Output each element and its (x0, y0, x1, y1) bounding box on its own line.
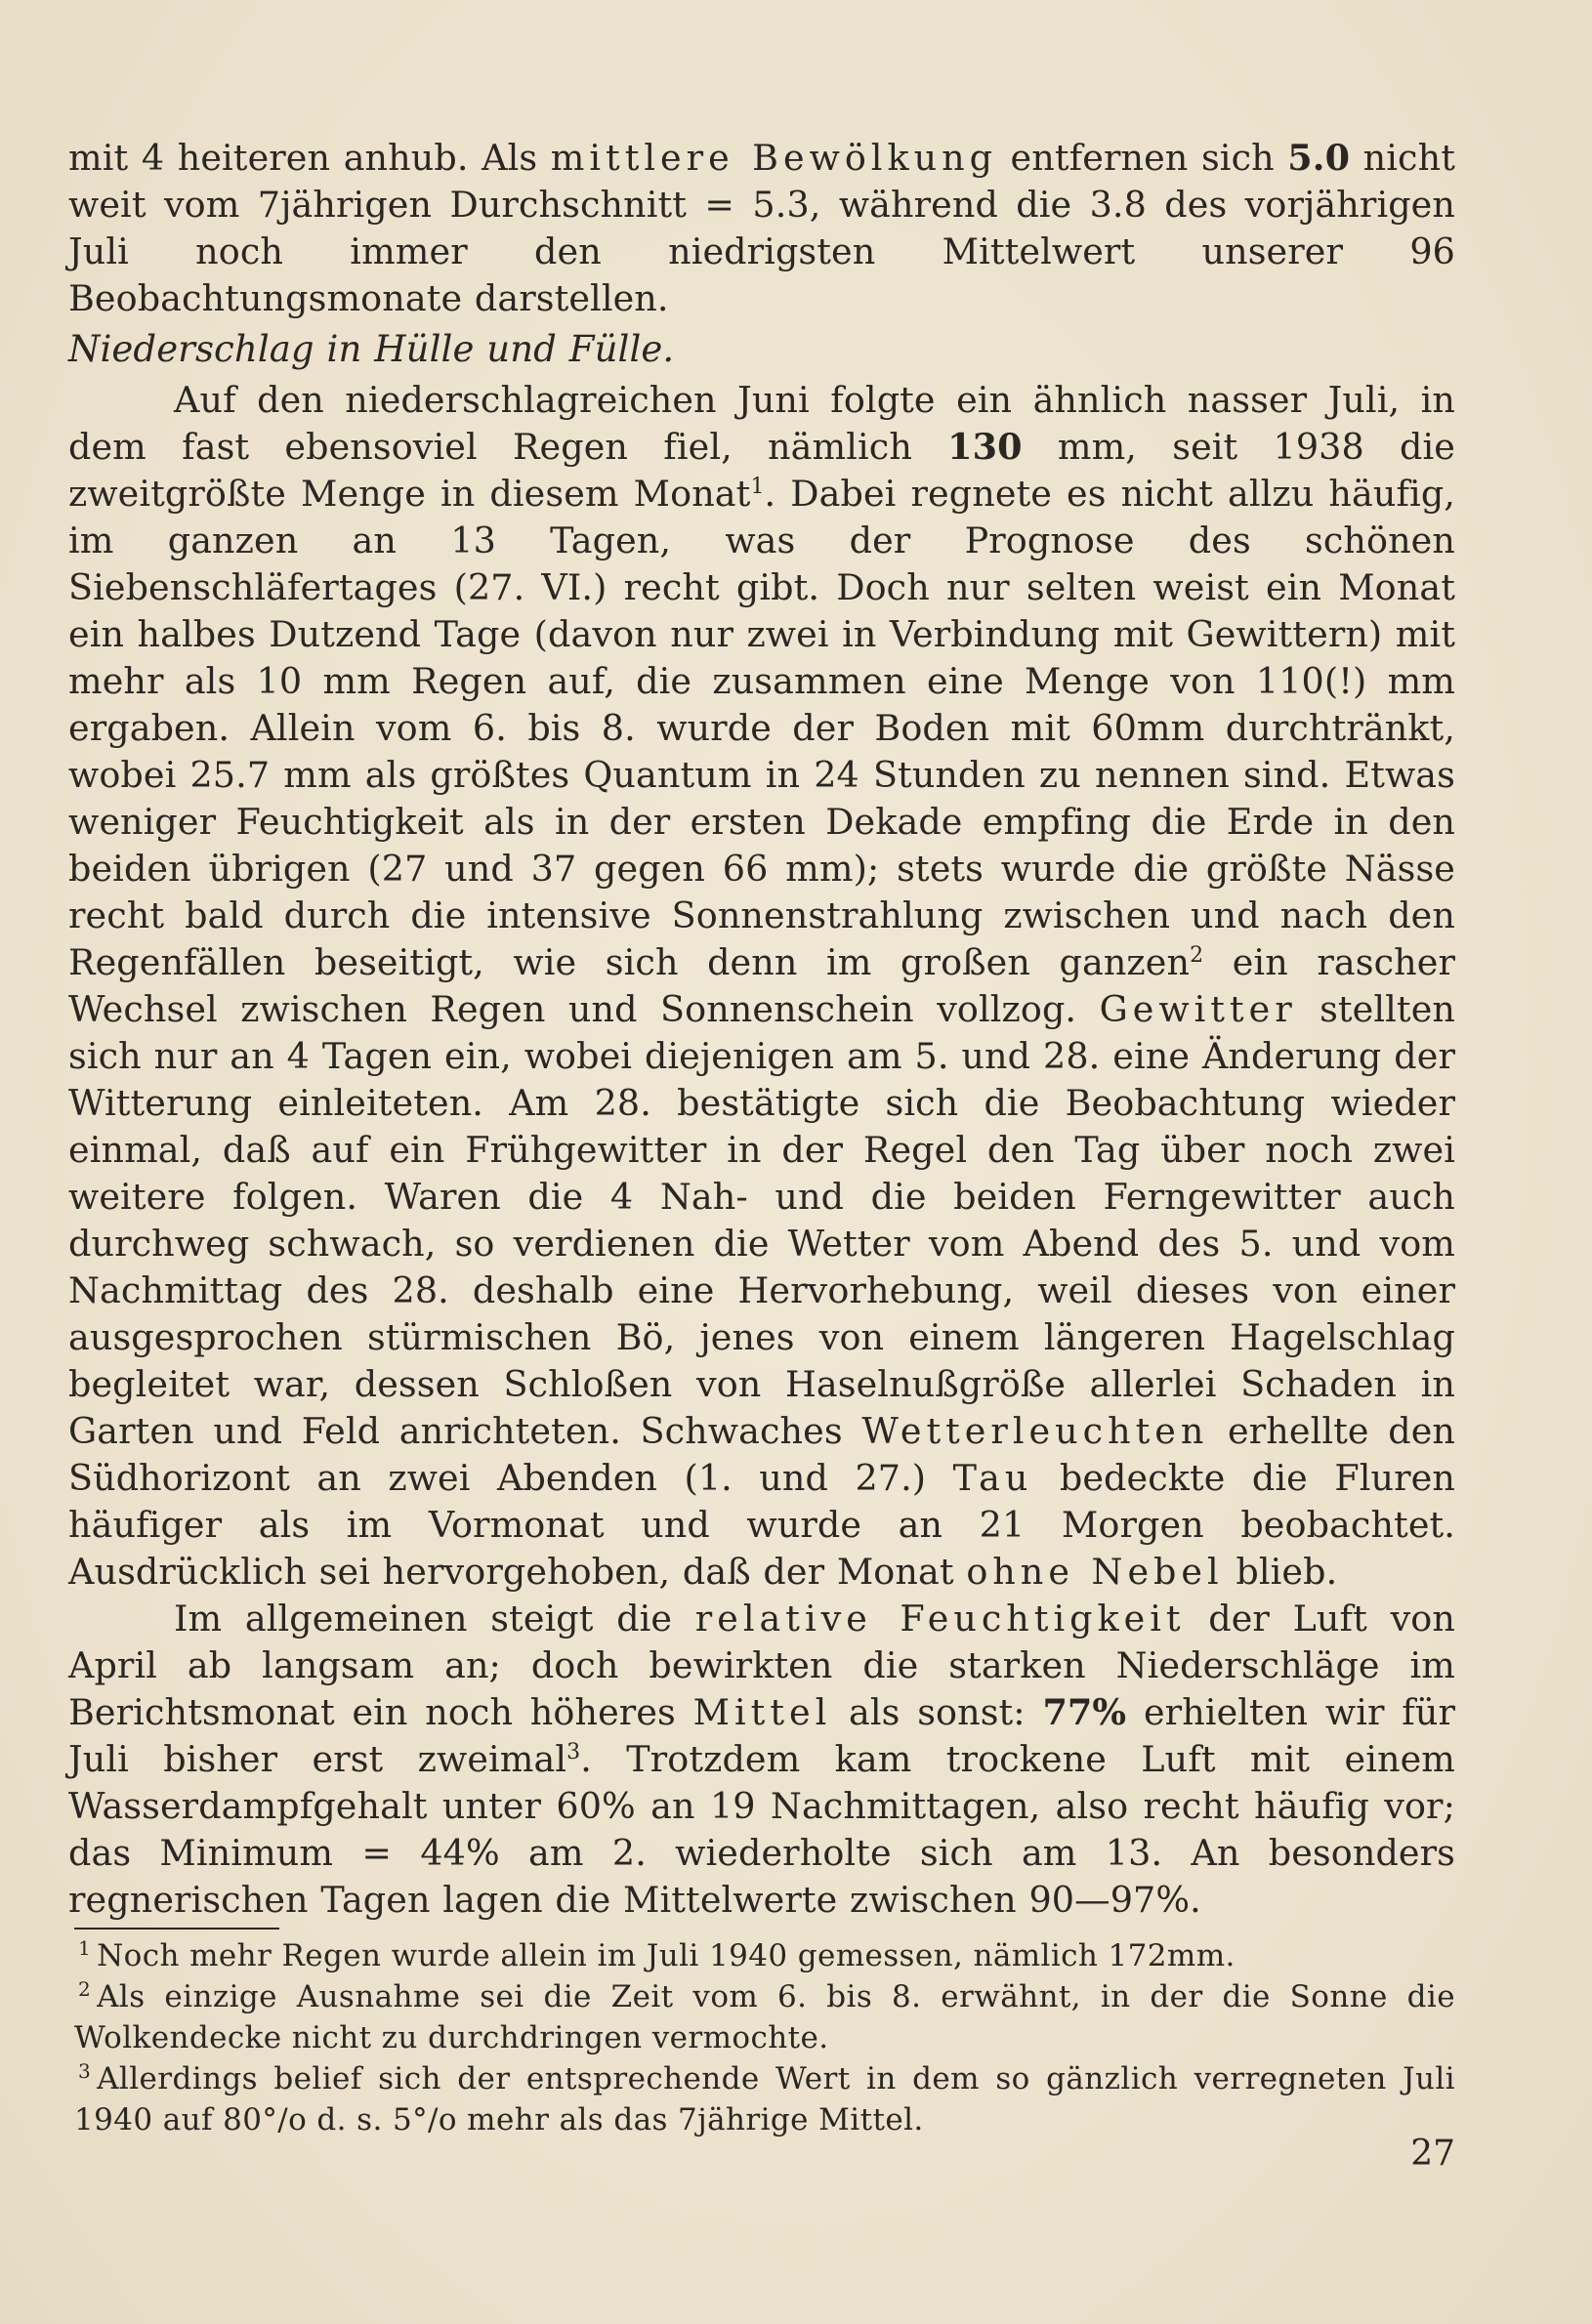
text-run: mit 4 heiteren anhub. Als (68, 137, 551, 179)
main-text (68, 135, 1455, 1924)
spaced-term: Gewitter (1099, 988, 1297, 1030)
footnote-divider (74, 1928, 279, 1930)
text-run: . Trotzdem kam trockene Luft mit einem Wasserdampfgehalt unter 60% an 19 Nachmittagen, also recht häufig vor; das Minimum = 44% am 2. wiederholte sich am 13. An besonders regnerischen Tagen lagen die Mittelwerte zwischen 90—97%. (68, 1738, 1455, 1921)
text-run: blieb. (1223, 1551, 1338, 1593)
paragraph-precipitation (68, 377, 1455, 1596)
text-run: als sonst: (831, 1691, 1043, 1733)
text-run: nicht weit vom 7jährigen Durchschnitt = 5.3, während die 3.8 des vorjährigen Juli noch immer den niedrigsten Mittelwert unserer 96 Beobachtungsmonate darstellen. (68, 137, 1455, 319)
paragraph-cloud-cover (68, 135, 1455, 322)
text-run: Auf den niederschlagreichen Juni folgte ein ähnlich nasser Juli, in dem fast ebensoviel Regen fiel, nämlich (68, 379, 1455, 468)
spaced-term: ohne Nebel (966, 1551, 1224, 1593)
spaced-term: Wetterleuchten (861, 1410, 1209, 1452)
text-run: ein rascher Wechsel zwischen Regen und Sonnenschein vollzog. (68, 941, 1455, 1030)
section-heading: Niederschlag in Hülle und Fülle. (68, 328, 675, 370)
text-run: . Dabei regnete es nicht allzu häufig, im ganzen an 13 Tagen, was der Prognose des schönen Siebenschläfertages (27. VI.) recht gibt. Doch nur selten weist ein Monat ein halbes Dutzend Tage (davon nur zwei in Verbindung mit Gewittern) mit mehr als 10 mm Regen auf, die zusammen eine Menge von 110(!) mm ergaben. Allein vom 6. bis 8. wurde der Boden mit 60mm durchtränkt, wobei 25.7 mm als größtes Quantum in 24 Stunden zu nennen sind. Etwas weniger Feuchtigkeit als in der ersten Dekade empfing die Erde in den beiden übrigen (27 und 37 gegen 66 mm); stets wurde die größte Nässe recht bald durch die intensive Sonnenstrahlung zwischen und nach den Regenfällen beseitigt, wie sich denn im großen ganzen (68, 473, 1455, 983)
footnote-3 (74, 2058, 1455, 2140)
footnote-text: Als einzige Ausnahme sei die Zeit vom 6. bis 8. erwähnt, in der die Sonne die Wolkendecke nicht zu durchdringen vermochte. (74, 1979, 1455, 2055)
footnote-ref: 3 (566, 1739, 581, 1764)
text-run: stellten sich nur an 4 Tagen ein, wobei diejenigen am 5. und 28. eine Änderung der Witterung einleiteten. Am 28. bestätigte sich die Beobachtung wieder einmal, daß auf ein Frühgewitter in der Regel den Tag über noch zwei weitere folgen. Waren die 4 Nah- und die beiden Ferngewitter auch durchweg schwach, so verdienen die Wetter vom Abend des 5. und vom Nachmittag des 28. deshalb eine Hervorhebung, weil dieses von einer ausgesprochen stürmischen Bö, jenes von einem längeren Hagelschlag begleitet war, dessen Schloßen von Haselnußgröße allerlei Schaden in Garten und Feld anrichteten. Schwaches (68, 988, 1455, 1452)
text-run: erhielten wir für Juli bisher erst zweimal (68, 1691, 1455, 1780)
paragraph-humidity (68, 1596, 1455, 1924)
text-run: bedeckte die Fluren häufiger als im Vormonat und wurde an 21 Morgen beobachtet. Ausdrücklich sei hervorgehoben, daß der Monat (68, 1457, 1455, 1593)
footnote-mark: 3 (78, 2058, 92, 2083)
footnote-ref: 1 (750, 474, 765, 499)
text-run: entfernen sich (996, 137, 1288, 179)
bold-value: 5.0 (1287, 137, 1351, 179)
bold-value: 130 (947, 426, 1023, 468)
footnote-mark: 1 (78, 1935, 92, 1960)
footnotes (74, 1935, 1455, 2140)
footnote-mark: 2 (78, 1976, 92, 2001)
text-run: mm, seit 1938 die zweitgrößte Menge in diesem Monat (68, 426, 1455, 515)
spaced-term: Tau (952, 1457, 1033, 1499)
spaced-term: relative Feuchtigkeit (694, 1598, 1186, 1639)
footnote-ref: 2 (1190, 942, 1204, 968)
footnote-text: Allerdings belief sich der entsprechende Wert in dem so gänzlich verregneten Juli 1940 auf 80°/o d. s. 5°/o mehr als das 7jährige Mittel. (74, 2061, 1455, 2137)
spaced-term: Mittel (692, 1691, 832, 1733)
bold-value: 77% (1042, 1691, 1127, 1733)
spaced-term: mittlere Bewölkung (550, 137, 997, 179)
footnote-1 (74, 1935, 1455, 1976)
text-run: erhellte den Südhorizont an zwei Abenden (1. und 27.) (68, 1410, 1455, 1499)
page-number: 27 (1410, 2134, 1455, 2174)
text-run: Im allgemeinen steigt die (174, 1598, 695, 1639)
footnote-2 (74, 1976, 1455, 2058)
footnote-text: Noch mehr Regen wurde allein im Juli 1940 gemessen, nämlich 172mm. (97, 1938, 1236, 1973)
text-run: der Luft von April ab langsam an; doch bewirkten die starken Niederschläge im Berichtsmonat ein noch höheres (68, 1598, 1455, 1733)
